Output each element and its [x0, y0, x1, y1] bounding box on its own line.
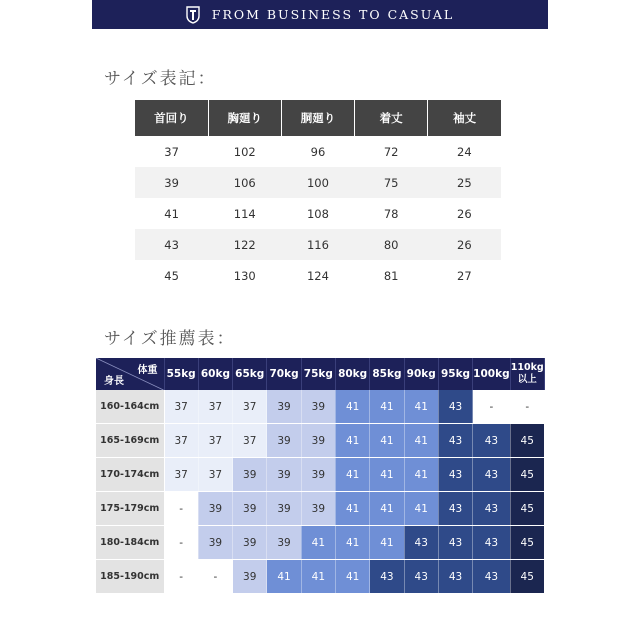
recommend-cell: 39: [267, 526, 301, 560]
recommend-cell: -: [164, 526, 198, 560]
recommend-cell: 41: [301, 526, 335, 560]
weight-header: 60kg: [198, 358, 232, 390]
recommend-cell: 41: [404, 492, 438, 526]
recommend-cell: 41: [335, 492, 369, 526]
weight-header: 55kg: [164, 358, 198, 390]
size-table-cell: 24: [457, 144, 472, 159]
recommend-cell: 39: [267, 492, 301, 526]
recommend-cell: 43: [370, 560, 404, 594]
recommend-cell: 39: [198, 526, 232, 560]
height-label: 165-169cm: [96, 424, 164, 458]
recommend-cell: 43: [473, 492, 510, 526]
size-table-cell: 102: [233, 144, 256, 159]
recommend-cell: 45: [510, 458, 544, 492]
size-table-cell: 130: [233, 268, 256, 283]
recommend-cell: 43: [473, 458, 510, 492]
height-label: 180-184cm: [96, 526, 164, 560]
recommend-cell: 39: [301, 390, 335, 424]
weight-header: 75kg: [301, 358, 335, 390]
size-table-cell: 45: [164, 268, 179, 283]
size-table-cell: 124: [306, 268, 329, 283]
corner-weight-label: 体重: [137, 365, 158, 376]
recommend-cell: 43: [438, 560, 472, 594]
recommend-cell: -: [164, 492, 198, 526]
recommend-cell: 39: [233, 458, 267, 492]
recommend-cell: -: [473, 390, 510, 424]
recommend-cell: 39: [267, 390, 301, 424]
recommend-cell: 45: [510, 424, 544, 458]
recommend-cell: 43: [473, 560, 510, 594]
size-table-header-row: [135, 100, 501, 136]
height-label: 185-190cm: [96, 560, 164, 594]
recommend-cell: 41: [370, 526, 404, 560]
recommend-cell: 41: [404, 458, 438, 492]
recommend-row: [96, 458, 544, 492]
recommend-cell: -: [164, 560, 198, 594]
height-label: 160-164cm: [96, 390, 164, 424]
recommend-cell: 39: [233, 492, 267, 526]
recommend-cell: 41: [404, 424, 438, 458]
size-table-cell: 25: [428, 167, 501, 198]
recommend-cell: 43: [438, 526, 472, 560]
size-table-cell: 41: [164, 206, 179, 221]
size-table-row: [135, 167, 501, 198]
recommend-cell: 39: [267, 458, 301, 492]
recommend-cell: 43: [473, 526, 510, 560]
recommend-cell: 37: [198, 458, 232, 492]
recommend-cell: 41: [335, 424, 369, 458]
recommend-cell: 41: [370, 492, 404, 526]
size-table-row: [135, 260, 501, 291]
size-table-cell: 37: [164, 144, 179, 159]
brand-banner: [92, 0, 548, 29]
recommend-cell: 37: [164, 424, 198, 458]
recommend-cell: 39: [267, 424, 301, 458]
corner-height-label: 身長: [104, 376, 124, 387]
size-table-row: [135, 229, 501, 260]
recommend-cell: -: [510, 390, 544, 424]
recommend-cell: 41: [335, 458, 369, 492]
recommend-cell: 43: [404, 526, 438, 560]
recommend-cell: 41: [370, 390, 404, 424]
recommend-cell: 41: [370, 424, 404, 458]
recommend-table-title: サイズ推薦表：: [104, 329, 236, 349]
size-header-length: 着丈: [355, 100, 428, 136]
size-table-title: サイズ表記：: [104, 69, 217, 89]
shield-logo-icon: [186, 6, 200, 24]
size-header-chest: 胸廻り: [208, 100, 281, 136]
size-table-cell: 122: [208, 229, 281, 260]
size-table-row: [135, 136, 501, 167]
size-table-cell: 39: [135, 167, 208, 198]
weight-header: 65kg: [233, 358, 267, 390]
weight-header: 95kg: [438, 358, 472, 390]
corner-cell: [96, 358, 164, 390]
recommend-cell: 39: [233, 526, 267, 560]
weight-header: 90kg: [404, 358, 438, 390]
recommend-cell: 43: [438, 492, 472, 526]
recommend-row: [96, 526, 544, 560]
size-header-sleeve: 袖丈: [428, 100, 501, 136]
size-header-waist: 胴廻り: [281, 100, 354, 136]
recommend-cell: 37: [233, 424, 267, 458]
size-table-cell: 100: [281, 167, 354, 198]
recommend-cell: 41: [370, 458, 404, 492]
recommend-header-row: [96, 358, 544, 390]
recommend-cell: 37: [233, 390, 267, 424]
recommend-cell: 45: [510, 526, 544, 560]
size-table-row: [135, 198, 501, 229]
recommend-table: [96, 358, 545, 594]
recommend-cell: 41: [267, 560, 301, 594]
recommend-cell: 43: [404, 560, 438, 594]
recommend-cell: 39: [301, 458, 335, 492]
recommend-cell: 43: [438, 424, 472, 458]
recommend-cell: 43: [438, 390, 472, 424]
recommend-row: [96, 390, 544, 424]
size-table-cell: 26: [428, 229, 501, 260]
height-label: 175-179cm: [96, 492, 164, 526]
recommend-cell: 37: [164, 390, 198, 424]
size-table: [135, 100, 501, 291]
height-label: 170-174cm: [96, 458, 164, 492]
size-table-cell: 108: [306, 206, 329, 221]
size-table-cell: 26: [457, 206, 472, 221]
recommend-row: [96, 424, 544, 458]
size-table-cell: 114: [233, 206, 256, 221]
size-table-cell: 75: [355, 167, 428, 198]
recommend-cell: 37: [198, 390, 232, 424]
size-header-neck: 首回り: [135, 100, 208, 136]
recommend-cell: 45: [510, 560, 544, 594]
weight-header: 70kg: [267, 358, 301, 390]
recommend-row: [96, 492, 544, 526]
size-table-cell: 72: [383, 144, 399, 159]
recommend-cell: 45: [510, 492, 544, 526]
weight-header: 100kg: [473, 358, 510, 390]
size-table-cell: 43: [135, 229, 208, 260]
recommend-cell: 39: [198, 492, 232, 526]
size-table-cell: 81: [383, 268, 399, 283]
size-table-cell: 80: [355, 229, 428, 260]
recommend-cell: 43: [473, 424, 510, 458]
recommend-cell: 41: [335, 560, 369, 594]
recommend-cell: 43: [438, 458, 472, 492]
weight-header: 110kg以上: [510, 358, 544, 390]
size-table-cell: 106: [208, 167, 281, 198]
recommend-row: [96, 560, 544, 594]
size-table-cell: 78: [383, 206, 399, 221]
weight-header: 80kg: [335, 358, 369, 390]
banner-text: FROM BUSINESS TO CASUAL: [211, 7, 455, 22]
size-table-cell: 96: [310, 144, 326, 159]
recommend-cell: 39: [233, 560, 267, 594]
recommend-cell: 39: [301, 424, 335, 458]
recommend-cell: 41: [301, 560, 335, 594]
recommend-cell: 41: [335, 526, 369, 560]
recommend-cell: 41: [335, 390, 369, 424]
recommend-cell: 41: [404, 390, 438, 424]
recommend-cell: 37: [164, 458, 198, 492]
size-table-cell: 116: [281, 229, 354, 260]
recommend-cell: 37: [198, 424, 232, 458]
recommend-cell: -: [198, 560, 232, 594]
weight-header: 85kg: [370, 358, 404, 390]
recommend-cell: 39: [301, 492, 335, 526]
size-table-cell: 27: [457, 268, 472, 283]
